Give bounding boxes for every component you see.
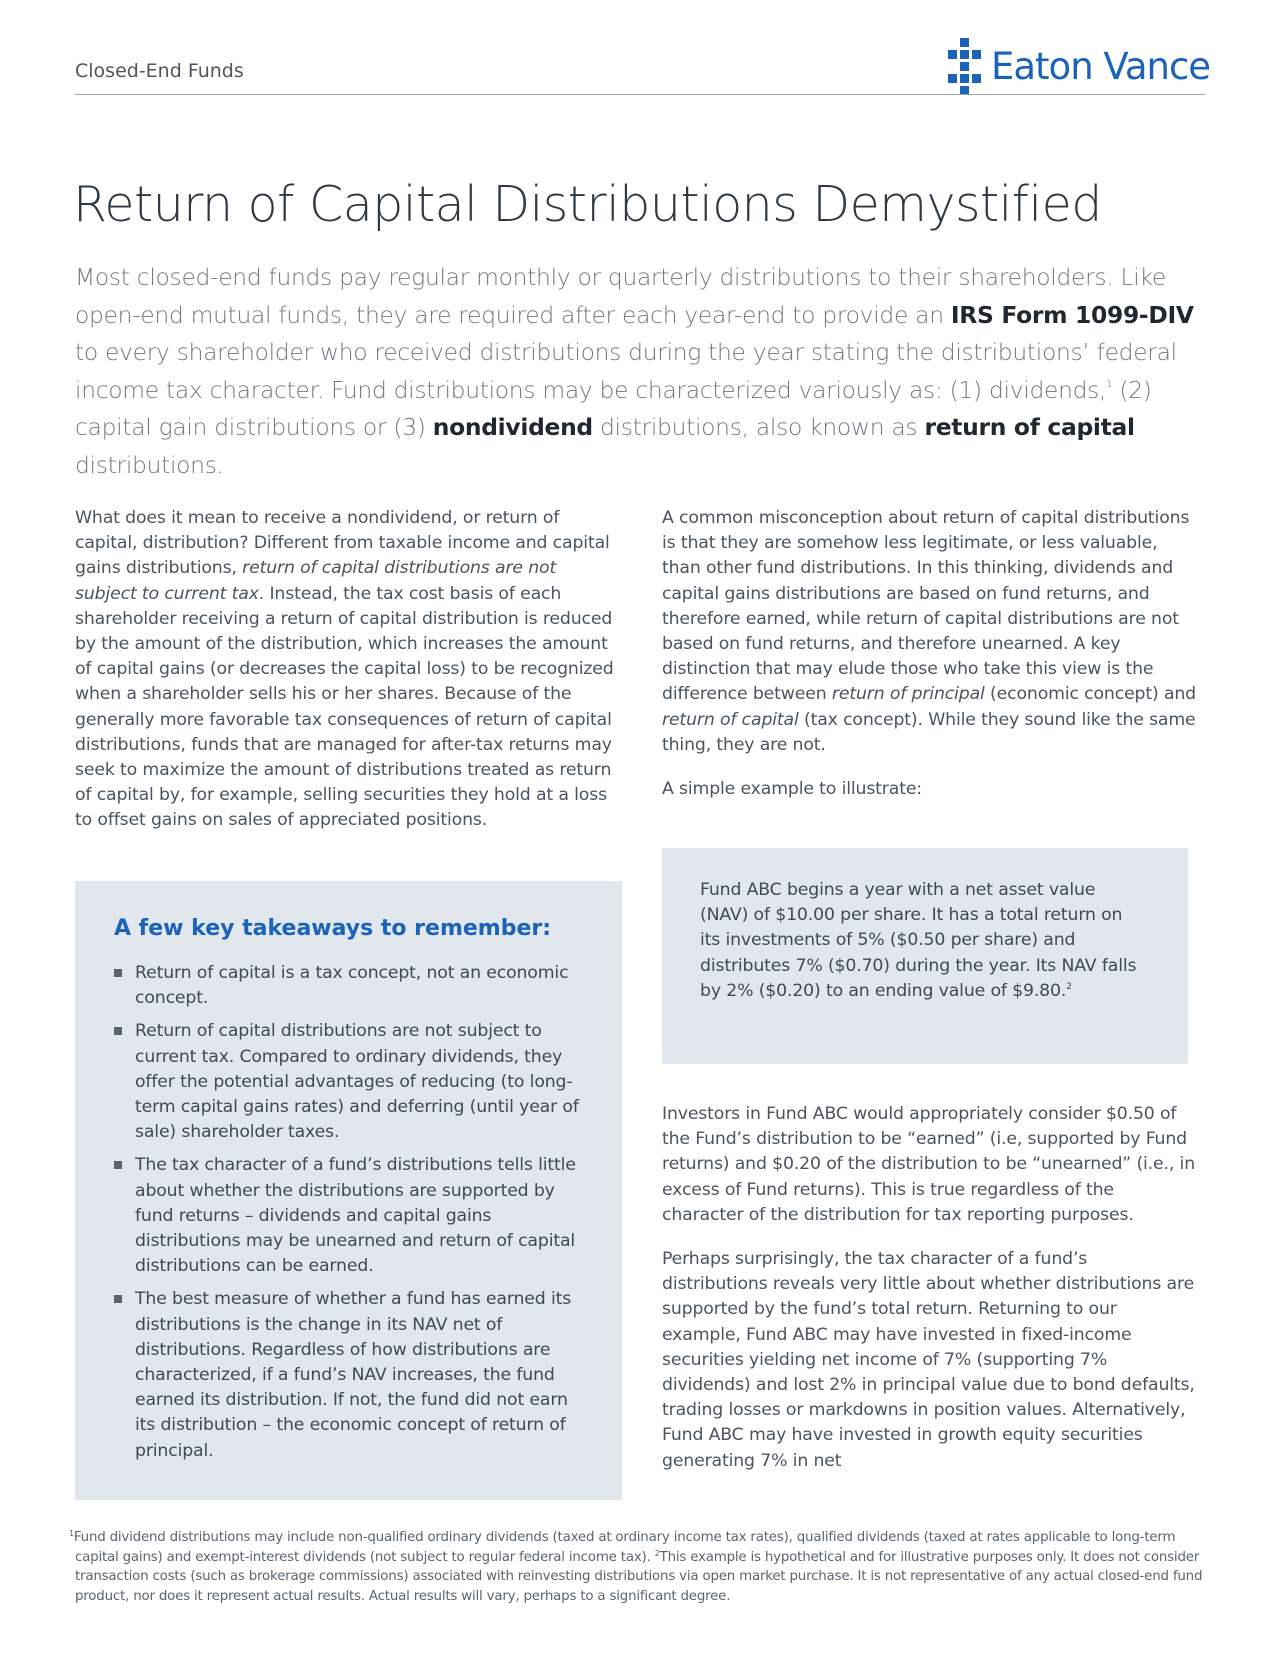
header-section-label: Closed-End Funds [75,60,244,82]
footnote-marker-2: 2 [654,1548,660,1558]
right-column [662,506,1197,821]
list-item: Return of capital distributions are not subject to current tax. Compared to ordinary dividends, they offer the potential advantages of reducing (to long-term capital gains rates) and deferring (until year of sale) shareholder taxes. [114,1019,584,1145]
return-of-capital-term: return of capital [924,413,1135,441]
footnote-marker-1: 1 [69,1529,74,1538]
left-paragraph-1: What does it mean to receive a nondividend, or return of capital, distribution? Different from taxable income and capital gains distributions, return of capital distributions are not subject to current tax. Instead, the tax cost basis of each shareholder receiving a return of capital distribution is reduced by the amount of the distribution, which increases the amount of capital gains (or decreases the capital loss) to be recognized when a shareholder sells his or her shares. Because of the generally more favorable tax consequences of return of capital distributions, funds that are managed for after-tax returns may seek to maximize the amount of distributions treated as return of capital by, for example, selling securities they hold at a loss to offset gains on sales of appreciated positions. [75,508,614,831]
right-paragraph-4: Perhaps surprisingly, the tax character of a fund’s distributions reveals very little about whether distributions are supported by the fund’s total return. Returning to our example, Fund ABC may have invested in fixed-income securities yielding net income of 7% (supporting 7% dividends) and lost 2% in principal value due to bond defaults, trading losses or markdowns in position values. Alternatively, Fund ABC may have invested in growth equity securities generating 7% in net [662,1249,1195,1471]
list-item: The tax character of a fund’s distributions tells little about whether the distributions are supported by fund returns – dividends and capital gains distributions may be unearned and return of capital distributions can be earned. [114,1153,584,1279]
irs-form-term: IRS Form 1099-DIV [950,300,1194,329]
bullet-icon [114,1295,122,1303]
page-title: Return of Capital Distributions Demystified [73,175,1102,233]
bullet-icon [114,1161,122,1169]
takeaways-heading: A few key takeaways to remember: [114,916,552,941]
bullet-icon [114,969,122,977]
logo-mark-icon [948,38,981,95]
right-paragraph-3: Investors in Fund ABC would appropriately consider $0.50 of the Fund’s distribution to be “earned” (i.e, supported by Fund returns) and $0.20 of the distribution to be “unearned” (i.e., in excess of Fund returns). This is true regardless of the character of the distribution for tax reporting purposes. [662,1104,1195,1225]
footnote-ref-1: 1 [1106,378,1113,390]
right-paragraph-2: A simple example to illustrate: [662,779,922,800]
key-takeaways-box [75,881,622,1500]
logo-text: Eaton Vance [991,45,1211,88]
takeaways-list [114,961,584,1472]
footnote-ref-2: 2 [1066,981,1072,992]
right-paragraph-1: A common misconception about return of capital distributions is that they are somehow less legitimate, or less valuable, than other fund distributions. In this thinking, dividends and capital gains distributions are based on fund returns, and therefore earned, while return of capital distributions are not based on fund returns, and therefore unearned. A key distinction that may elude those who take this view is the difference between return of principal (economic concept) and return of capital (tax concept). While they sound like the same thing, they are not. [662,508,1197,755]
header-divider [75,94,1205,95]
intro-paragraph: Most closed-end funds pay regular monthly or quarterly distributions to their shareholders. Like open-end mutual funds, they are required after each year-end to provide an IRS Form 1099-DIV to every shareholder who received distributions during the year stating the distributions’ federal income tax character. Fund distributions may be characterized variously as: (1) dividends,$^1$ (2) capital gain distributions or (3) nondividend distributions, also known as return of capital distributions. [75,263,1194,479]
example-text: Fund ABC begins a year with a net asset value (NAV) of $10.00 per share. It has a total return on its investments of 5% ($0.50 per share) and distributes 7% ($0.70) during the year. Its NAV falls by 2% ($0.20) to an ending value of $9.80.$^2$ [700,880,1137,1001]
list-item: The best measure of whether a fund has earned its distributions is the change in its NAV net of distributions. Regardless of how distributions are characterized, if a fund’s NAV increases, the fund earned its distribution. If not, the fund did not earn its distribution – the economic concept of return of principal. [114,1287,584,1463]
eaton-vance-logo[interactable] [948,38,1210,95]
example-box [662,848,1188,1064]
nondividend-term: nondividend [432,413,593,441]
right-column-continued [662,1102,1197,1493]
bullet-icon [114,1027,122,1035]
left-column [75,506,620,853]
list-item: Return of capital is a tax concept, not an economic concept. [114,961,584,1011]
footnote: $^1$Fund dividend distributions may include non-qualified ordinary dividends (taxed at ordinary income tax rates), qualified dividends (taxed at rates applicable to long-term capital gains) and exempt-interest dividends (not subject to regular federal income tax). $^2$This example is hypothetical and for illustrative purposes only. It does not consider transaction costs (such as brokerage commissions) associated with reinvesting distributions via open market purchase. It is not representative of any actual closed-end fund product, nor does it represent actual results. Actual results will vary, perhaps to a significant degree. [69,1529,1203,1604]
